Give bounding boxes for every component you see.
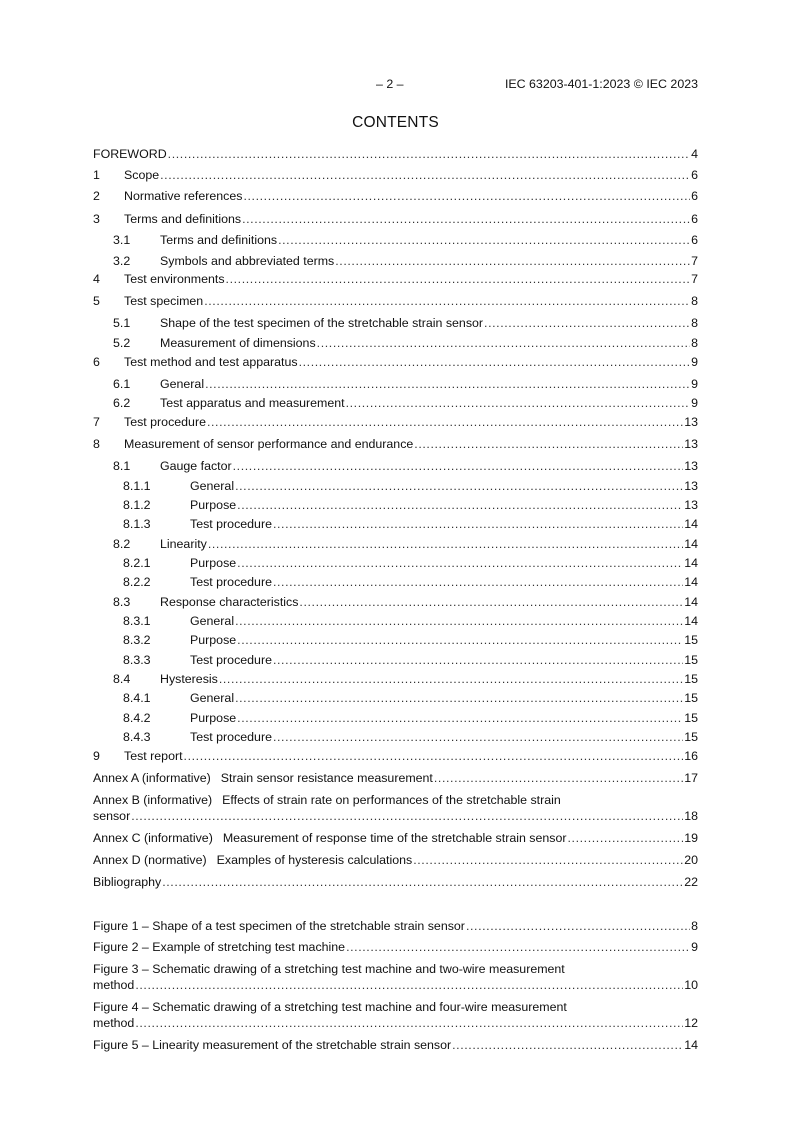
- toc-entry-number: 8.1.3: [123, 517, 151, 531]
- toc-entry-label: General: [160, 377, 205, 391]
- figure-label: Figure 2 – Example of stretching test machine: [93, 940, 346, 954]
- toc-entry-8-3-3[interactable]: [93, 652, 698, 668]
- toc-entry-number: 8.3: [113, 595, 131, 609]
- toc-entry-number: 7: [93, 415, 100, 429]
- page-number: – 2 –: [376, 77, 404, 91]
- toc-entry-8-1-2[interactable]: [93, 497, 698, 513]
- toc-entry-label: Test procedure: [190, 653, 272, 667]
- annex-key: Annex A (informative): [93, 771, 211, 785]
- toc-entry-page: 15: [684, 711, 698, 725]
- toc-entry-number: 8.1.2: [123, 498, 151, 512]
- toc-entry-5-1[interactable]: [93, 315, 698, 331]
- toc-entry-label: Test procedure: [124, 415, 206, 429]
- toc-entry-number: 6.2: [113, 396, 131, 410]
- toc-figure-3[interactable]: [93, 961, 698, 993]
- toc-entry-label: Test procedure: [190, 575, 272, 589]
- toc-entry-number: 8.3.2: [123, 633, 151, 647]
- annex-key: Annex D (normative): [93, 853, 207, 867]
- toc-entry-number: 8.2.2: [123, 575, 151, 589]
- toc-entry-page: 22: [684, 875, 698, 889]
- toc-entry-number: 5.2: [113, 336, 131, 350]
- toc-entry-page: 4: [691, 147, 698, 161]
- toc-entry-page: 9: [691, 940, 698, 954]
- toc-entry-label: FOREWORD: [93, 147, 167, 161]
- toc-entry-number: 3.1: [113, 233, 131, 247]
- toc-entry-page: 13: [684, 498, 698, 512]
- toc-entry-label: Test environments: [124, 272, 225, 286]
- toc-entry-page: 13: [684, 479, 698, 493]
- toc-entry-8-1[interactable]: [93, 458, 698, 474]
- toc-entry-label: Measurement of dimensions: [160, 336, 316, 350]
- toc-entry-page: 9: [691, 355, 698, 369]
- toc-entry-page: 13: [684, 459, 698, 473]
- toc-entry-label: Measurement of sensor performance and endurance: [124, 437, 414, 451]
- toc-entry-7[interactable]: [93, 414, 698, 430]
- toc-entry-page: 19: [684, 831, 698, 845]
- toc-bibliography[interactable]: [93, 874, 698, 890]
- toc-annex-b[interactable]: [93, 792, 698, 824]
- annex-label: Examples of hysteresis calculations: [216, 853, 413, 867]
- figure-label: Figure 4 – Schematic drawing of a stretching test machine and four-wire measurement: [93, 1000, 567, 1014]
- toc-entry-3[interactable]: [93, 211, 698, 227]
- toc-entry-page: 7: [691, 272, 698, 286]
- toc-entry-page: 20: [684, 853, 698, 867]
- toc-entry-page: 15: [684, 730, 698, 744]
- toc-entry-label: Hysteresis: [160, 672, 218, 686]
- annex-key: Annex C (informative): [93, 831, 213, 845]
- toc-entry-label: Test specimen: [124, 294, 204, 308]
- toc-entry-label: Shape of the test specimen of the stretchable strain sensor: [160, 316, 484, 330]
- toc-entry-number: 8.4: [113, 672, 131, 686]
- toc-entry-number: 8.4.2: [123, 711, 151, 725]
- toc-entry-page: 14: [684, 595, 698, 609]
- toc-entry-number: 1: [93, 168, 100, 182]
- toc-entry-label: Test procedure: [190, 730, 272, 744]
- toc-entry-label: Test apparatus and measurement: [160, 396, 345, 410]
- toc-entry-page: 10: [684, 978, 698, 992]
- toc-entry-number: 5: [93, 294, 100, 308]
- toc-entry-label: Purpose: [190, 633, 237, 647]
- toc-entry-label: General: [190, 691, 235, 705]
- toc-entry-page: 12: [684, 1016, 698, 1030]
- toc-entry-number: 2: [93, 189, 100, 203]
- toc-entry-number: 8.1.1: [123, 479, 151, 493]
- toc-entry-page: 7: [691, 254, 698, 268]
- toc-entry-label: Test procedure: [190, 517, 272, 531]
- toc-entry-number: 8.3.3: [123, 653, 151, 667]
- toc-entry-number: 8.3.1: [123, 614, 151, 628]
- annex-key: Annex B (informative): [93, 793, 213, 807]
- toc-entry-page: 8: [691, 336, 698, 350]
- figure-label: Figure 5 – Linearity measurement of the stretchable strain sensor: [93, 1038, 452, 1052]
- toc-entry-page: 14: [684, 556, 698, 570]
- toc-figure-4[interactable]: [93, 999, 698, 1031]
- toc-entry-number: 8: [93, 437, 100, 451]
- annex-label: Measurement of response time of the stretchable strain sensor: [222, 831, 567, 845]
- toc-entry-page: 16: [684, 749, 698, 763]
- document-reference: IEC 63203-401-1:2023 © IEC 2023: [504, 77, 698, 91]
- toc-entry-6[interactable]: [93, 354, 698, 370]
- toc-entry-page: 14: [684, 537, 698, 551]
- toc-figure-1[interactable]: [93, 918, 698, 934]
- toc-entry-page: 13: [684, 437, 698, 451]
- toc-entry-8-1-3[interactable]: [93, 516, 698, 532]
- toc-entry-page: 14: [684, 1038, 698, 1052]
- toc-entry-label: Scope: [124, 168, 160, 182]
- toc-annex-a[interactable]: [93, 770, 698, 786]
- toc-entry-number: 8.1: [113, 459, 131, 473]
- toc-entry-number: 6: [93, 355, 100, 369]
- toc-entry-number: 3.2: [113, 254, 131, 268]
- toc-entry-number: 6.1: [113, 377, 131, 391]
- toc-entry-page: 9: [691, 396, 698, 410]
- toc-entry-page: 15: [684, 633, 698, 647]
- toc-entry-label: Normative references: [124, 189, 243, 203]
- toc-entry-label: Gauge factor: [160, 459, 232, 473]
- toc-entry-label: Purpose: [190, 711, 237, 725]
- toc-entry-8-3[interactable]: [93, 594, 698, 610]
- toc-entry-number: 9: [93, 749, 100, 763]
- toc-entry-3-1[interactable]: [93, 232, 698, 248]
- toc-entry-page: 8: [691, 316, 698, 330]
- toc-entry-page: 9: [691, 377, 698, 391]
- toc-entry-label: Terms and definitions: [124, 212, 242, 226]
- toc-entry-2[interactable]: [93, 188, 698, 204]
- page-title: CONTENTS: [352, 114, 439, 131]
- toc-entry-page: 6: [691, 189, 698, 203]
- toc-entry-page: 6: [691, 233, 698, 247]
- toc-entry-number: 5.1: [113, 316, 131, 330]
- annex-label: Strain sensor resistance measurement: [220, 771, 433, 785]
- figure-label: Figure 1 – Shape of a test specimen of the stretchable strain sensor: [93, 919, 465, 933]
- toc-entry-number: 4: [93, 272, 100, 286]
- toc-entry-8-4-3[interactable]: [93, 729, 698, 745]
- toc-entry-1[interactable]: [93, 167, 698, 183]
- toc-entry-8-2[interactable]: [93, 536, 698, 552]
- toc-entry-label: Symbols and abbreviated terms: [160, 254, 335, 268]
- toc-entry-6-2[interactable]: [93, 395, 698, 411]
- toc-annex-d[interactable]: [93, 852, 698, 868]
- toc-entry-foreword[interactable]: [93, 146, 698, 162]
- toc-entry-page: 13: [684, 415, 698, 429]
- toc-figure-5[interactable]: [93, 1037, 698, 1053]
- toc-entry-label: General: [190, 479, 235, 493]
- toc-entry-8-4-1[interactable]: [93, 690, 698, 706]
- toc-entry-6-1[interactable]: [93, 376, 698, 392]
- toc-entry-page: 18: [684, 809, 698, 823]
- toc-entry-4[interactable]: [93, 271, 698, 287]
- toc-entry-label: Purpose: [190, 556, 237, 570]
- toc-entry-number: 8.4.1: [123, 691, 151, 705]
- toc-entry-5[interactable]: [93, 293, 698, 309]
- page-header: [93, 77, 698, 93]
- figure-label-continued: method: [93, 978, 135, 992]
- toc-entry-8[interactable]: [93, 436, 698, 452]
- toc-entry-label: Terms and definitions: [160, 233, 278, 247]
- figure-label: Figure 3 – Schematic drawing of a stretching test machine and two-wire measurement: [93, 962, 565, 976]
- toc-entry-page: 15: [684, 653, 698, 667]
- toc-entry-label: Test report: [124, 749, 183, 763]
- toc-entry-label: Purpose: [190, 498, 237, 512]
- toc-entry-page: 14: [684, 614, 698, 628]
- toc-entry-8-3-1[interactable]: [93, 613, 698, 629]
- toc-entry-page: 8: [691, 919, 698, 933]
- toc-entry-page: 17: [684, 771, 698, 785]
- toc-entry-page: 8: [691, 294, 698, 308]
- toc-entry-9[interactable]: [93, 748, 698, 764]
- toc-annex-c[interactable]: [93, 830, 698, 846]
- toc-entry-8-2-1[interactable]: [93, 555, 698, 571]
- bibliography-label: Bibliography: [93, 875, 162, 889]
- toc-entry-8-2-2[interactable]: [93, 574, 698, 590]
- toc-entry-page: 6: [691, 212, 698, 226]
- toc-figure-2[interactable]: [93, 939, 698, 955]
- annex-label-continued: sensor: [93, 809, 131, 823]
- toc-entry-page: 6: [691, 168, 698, 182]
- toc-entry-label: Test method and test apparatus: [124, 355, 298, 369]
- toc-entry-page: 14: [684, 575, 698, 589]
- toc-entry-page: 14: [684, 517, 698, 531]
- toc-entry-8-4-2[interactable]: [93, 710, 698, 726]
- toc-entry-number: 8.2: [113, 537, 131, 551]
- toc-entry-number: 8.4.3: [123, 730, 151, 744]
- toc-entry-8-4[interactable]: [93, 671, 698, 687]
- toc-entry-8-3-2[interactable]: [93, 632, 698, 648]
- toc-entry-number: 3: [93, 212, 100, 226]
- toc-entry-page: 15: [684, 691, 698, 705]
- annex-label: Effects of strain rate on performances of the stretchable strain: [222, 793, 561, 807]
- figure-label-continued: method: [93, 1016, 135, 1030]
- toc-entry-label: General: [190, 614, 235, 628]
- toc-entry-3-2[interactable]: [93, 253, 698, 269]
- toc-entry-number: 8.2.1: [123, 556, 151, 570]
- toc-entry-label: Linearity: [160, 537, 207, 551]
- toc-entry-page: 15: [684, 672, 698, 686]
- toc-entry-5-2[interactable]: [93, 335, 698, 351]
- toc-entry-label: Response characteristics: [160, 595, 299, 609]
- toc-entry-8-1-1[interactable]: [93, 478, 698, 494]
